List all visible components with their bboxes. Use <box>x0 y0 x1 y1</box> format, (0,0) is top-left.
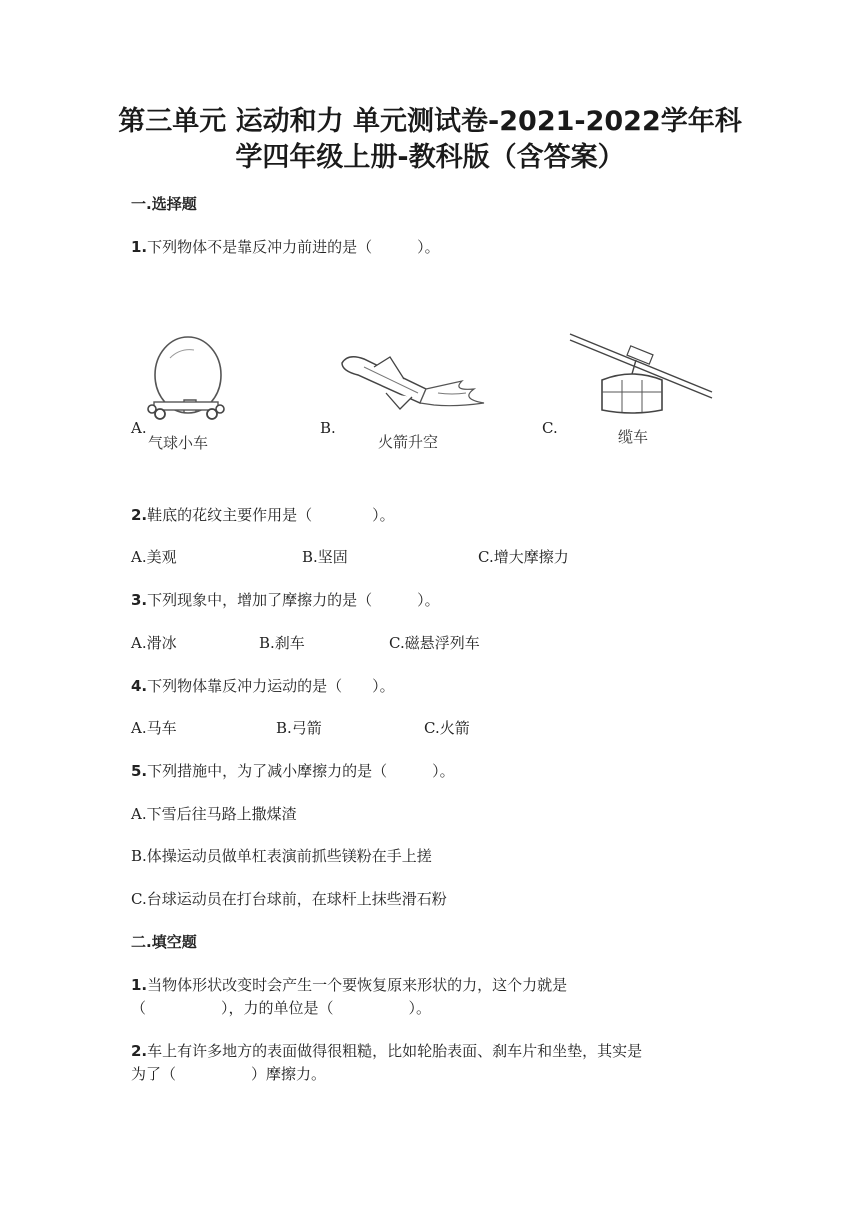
option-c-caption: 缆车 <box>618 428 649 446</box>
rocket-icon <box>334 345 494 460</box>
q2-option-b: B.坚固 <box>302 548 348 566</box>
fill-question-2-line2: 为了（ ）摩擦力。 <box>131 1065 327 1083</box>
balloon-car-icon <box>140 330 240 460</box>
q3-option-a: A.滑冰 <box>131 634 177 652</box>
q4-option-b: B.弓箭 <box>276 719 322 737</box>
option-a-caption: 气球小车 <box>148 434 209 452</box>
question-text: 下列措施中，为了减小摩擦力的是（ ）。 <box>147 762 455 780</box>
question-number: 1. <box>131 976 148 994</box>
q4-option-a: A.马车 <box>131 719 177 737</box>
q5-option-b: B.体操运动员做单杠表演前抓些镁粉在手上搓 <box>131 847 432 865</box>
option-c-label: C. <box>542 419 558 437</box>
question-text: 车上有许多地方的表面做得很粗糙，比如轮胎表面、刹车片和坐垫，其实是 <box>147 1042 643 1060</box>
question-3 <box>131 589 440 611</box>
question-number: 2. <box>131 1042 148 1060</box>
question-number: 2. <box>131 506 148 524</box>
option-b-label: B. <box>320 419 336 437</box>
question-number: 1. <box>131 238 148 256</box>
question-text: 下列现象中，增加了摩擦力的是（ ）。 <box>147 591 440 609</box>
question-number: 5. <box>131 762 148 780</box>
q2-option-c: C.增大摩擦力 <box>478 548 569 566</box>
question-number: 4. <box>131 677 148 695</box>
question-1 <box>131 236 440 258</box>
page-title-line1: 第三单元 运动和力 单元测试卷-2021-2022学年科 <box>118 106 742 137</box>
section-heading-fill: 二.填空题 <box>131 933 197 951</box>
fill-question-2 <box>131 1040 642 1062</box>
q5-option-c: C.台球运动员在打台球前，在球杆上抹些滑石粉 <box>131 890 447 908</box>
fill-question-1-line2: （ ），力的单位是（ ）。 <box>131 999 432 1017</box>
question-text: 下列物体不是靠反冲力前进的是（ ）。 <box>147 238 440 256</box>
q2-option-a: A.美观 <box>131 548 177 566</box>
question-text: 当物体形状改变时会产生一个要恢复原来形状的力，这个力就是 <box>147 976 568 994</box>
cable-car-icon <box>566 330 716 455</box>
question-4 <box>131 675 395 697</box>
question-text: 鞋底的花纹主要作用是（ ）。 <box>147 506 395 524</box>
question-number: 3. <box>131 591 148 609</box>
q3-option-b: B.刹车 <box>259 634 305 652</box>
page-title-line2: 学四年级上册-教科版（含答案） <box>235 142 625 173</box>
section-heading-choice: 一.选择题 <box>131 195 197 213</box>
q5-option-a: A.下雪后往马路上撒煤渣 <box>131 805 297 823</box>
question-2 <box>131 504 395 526</box>
q3-option-c: C.磁悬浮列车 <box>389 634 480 652</box>
option-a-label: A. <box>131 419 147 437</box>
q4-option-c: C.火箭 <box>424 719 470 737</box>
fill-question-1 <box>131 974 567 996</box>
option-b-caption: 火箭升空 <box>378 433 439 451</box>
question-5 <box>131 760 455 782</box>
question-text: 下列物体靠反冲力运动的是（ ）。 <box>147 677 395 695</box>
